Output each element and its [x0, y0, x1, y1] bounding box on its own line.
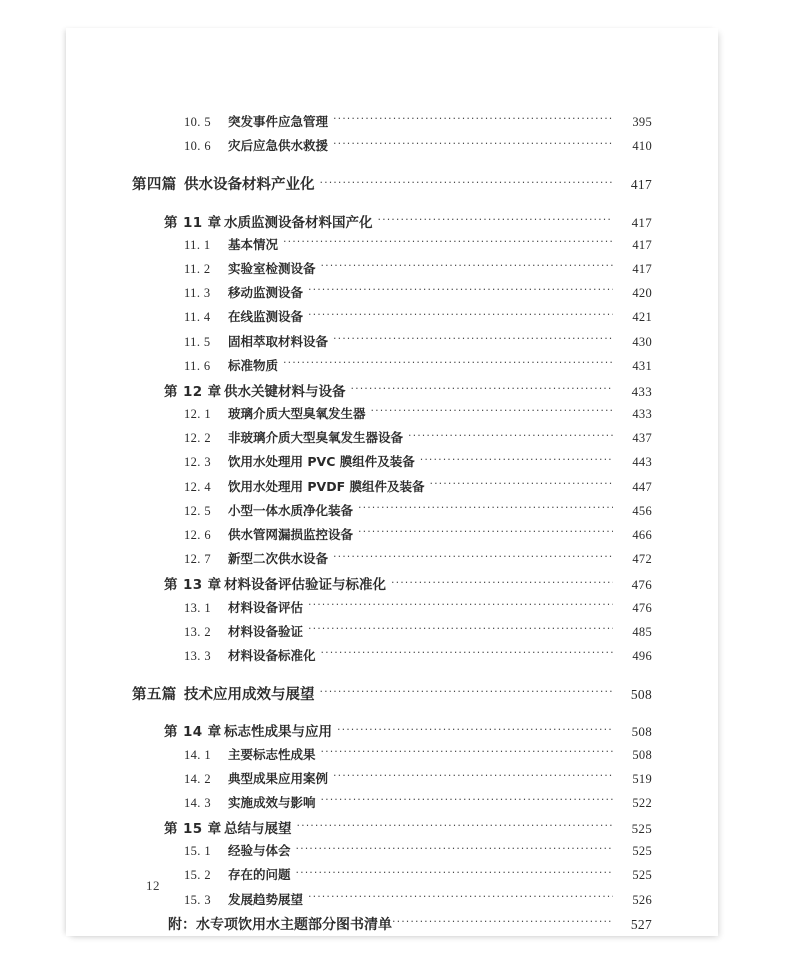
- toc-entry-section[interactable]: [132, 404, 652, 428]
- toc-entry-title: 非玻璃介质大型臭氧发生器设备: [228, 430, 404, 446]
- toc-entry-number: 14. 2: [184, 771, 211, 786]
- toc-entry-section[interactable]: [132, 452, 652, 476]
- toc-leader-dots: [358, 502, 613, 515]
- toc-entry-page-number: 395: [632, 115, 652, 129]
- toc-entry-number: 第 14 章: [164, 724, 222, 741]
- toc-entry-number: 10. 6: [184, 139, 211, 154]
- toc-entry-page-number: 410: [632, 139, 652, 154]
- toc-entry-page-number: 476: [632, 600, 652, 615]
- toc-entry-number: 11. 1: [184, 237, 211, 252]
- page-folio-number: 12: [146, 878, 160, 893]
- toc-entry-section[interactable]: [132, 501, 652, 525]
- toc-entry-section[interactable]: [132, 428, 652, 452]
- toc-entry-number: 第 13 章: [164, 577, 222, 594]
- toc-entry-page-number: 443: [632, 455, 652, 470]
- toc-leader-dots: [333, 114, 613, 127]
- toc-leader-dots: [371, 406, 613, 419]
- toc-entry-title: 技术应用成效与展望: [184, 687, 315, 704]
- toc-entry-number: 14. 3: [184, 795, 211, 810]
- toc-entry-chapter[interactable]: [132, 817, 652, 841]
- toc-entry-page-number: 522: [632, 795, 652, 810]
- toc-entry-number: 12. 3: [184, 455, 211, 470]
- toc-entry-section[interactable]: [132, 793, 652, 817]
- toc-leader-dots: [408, 430, 613, 443]
- toc-entry-chapter[interactable]: [132, 380, 652, 404]
- toc-entry-section[interactable]: [132, 259, 652, 283]
- toc-leader-dots: [321, 794, 613, 807]
- toc-entry-title: 供水关键材料与设备: [224, 383, 346, 400]
- toc-leader-dots: [333, 333, 613, 346]
- toc-entry-number: 第五篇: [132, 687, 177, 704]
- toc-entry-page-number: 417: [631, 214, 652, 230]
- toc-entry-title: 移动监测设备: [228, 285, 304, 301]
- toc-entry-number: 11. 3: [184, 286, 211, 301]
- toc-entry-section[interactable]: [132, 769, 652, 793]
- toc-entry-title: 基本情况: [228, 236, 279, 252]
- toc-leader-dots: [283, 357, 613, 370]
- toc-entry-page-number: 466: [632, 528, 652, 542]
- toc-leader-dots: [308, 309, 613, 322]
- toc-entry-title: 存在的问题: [228, 867, 291, 883]
- toc-leader-dots: [321, 647, 613, 660]
- toc-entry-page-number: 525: [632, 844, 652, 859]
- toc-entry-page-number: 433: [631, 383, 652, 399]
- toc-leader-dots: [308, 891, 613, 904]
- toc-entry-title: 材料设备评估: [228, 599, 304, 615]
- toc-entry-number: 12. 1: [184, 407, 211, 422]
- toc-entry-title: 标准物质: [228, 357, 279, 373]
- toc-entry-section[interactable]: [132, 283, 652, 307]
- toc-entry-title: 材料设备评估验证与标准化: [224, 577, 386, 594]
- toc-leader-dots: [351, 382, 614, 396]
- toc-entry-section[interactable]: [132, 477, 652, 501]
- toc-entry-page-number: 430: [632, 334, 652, 349]
- toc-entry-appendix[interactable]: [132, 914, 652, 938]
- toc-entry-page-number: 508: [632, 747, 652, 762]
- toc-entry-page-number: 525: [632, 868, 652, 883]
- toc-leader-dots: [429, 478, 613, 491]
- toc-entry-title: 在线监测设备: [228, 309, 304, 325]
- toc-entry-number: 13. 2: [184, 624, 211, 639]
- toc-entry-section[interactable]: [132, 525, 652, 549]
- toc-entry-section[interactable]: [132, 598, 652, 622]
- toc-entry-section[interactable]: [132, 865, 652, 889]
- toc-entry-number: 第 12 章: [164, 383, 222, 400]
- toc-entry-page-number: 421: [632, 310, 652, 325]
- toc-entry-page-number: 525: [631, 821, 652, 837]
- toc-leader-dots: [283, 236, 613, 249]
- toc-entry-number: 第 15 章: [164, 821, 222, 838]
- toc-leader-dots: [297, 820, 614, 834]
- toc-entry-page-number: 431: [632, 358, 652, 373]
- toc-entry-title: 固相萃取材料设备: [228, 333, 329, 349]
- toc-entry-title: 材料设备标准化: [228, 647, 316, 663]
- toc-leader-dots: [420, 454, 613, 467]
- toc-entry-page-number: 417: [630, 177, 652, 193]
- toc-leader-dots: [320, 175, 614, 190]
- toc-entry-page-number: 508: [630, 687, 652, 703]
- toc-entry-page-number: 433: [632, 407, 652, 422]
- toc-entry-number: 13. 1: [184, 600, 211, 615]
- toc-leader-dots: [321, 746, 613, 759]
- toc-entry-title: 附：水专项饮用水主题部分图书清单: [168, 916, 392, 933]
- toc-entry-title: 主要标志性成果: [228, 746, 316, 762]
- toc-entry-title: 水质监测设备材料国产化: [224, 214, 373, 231]
- toc-entry-page-number: 508: [631, 724, 652, 740]
- toc-entry-page-number: 437: [632, 431, 652, 446]
- toc-leader-dots: [358, 527, 613, 540]
- toc-entry-number: 11. 4: [184, 310, 211, 325]
- toc-entry-page-number: 417: [632, 237, 652, 252]
- toc-entry-title: 供水设备材料产业化: [184, 177, 315, 194]
- book-page-sheet: [66, 28, 718, 936]
- toc-entry-title: 实验室检测设备: [228, 260, 316, 276]
- toc-entry-number: 13. 3: [184, 648, 211, 663]
- toc-leader-dots: [296, 867, 613, 880]
- toc-entry-number: 第四篇: [132, 177, 177, 194]
- toc-entry-title: 发展趋势展望: [228, 891, 304, 907]
- toc-entry-page-number: 417: [632, 261, 652, 276]
- toc-entry-section[interactable]: [132, 356, 652, 380]
- toc-leader-dots: [308, 285, 613, 298]
- toc-entry-title: 材料设备验证: [228, 623, 304, 639]
- toc-entry-number: 11. 6: [184, 358, 211, 373]
- toc-entry-title: 新型二次供水设备: [228, 551, 329, 567]
- toc-leader-dots: [337, 723, 613, 737]
- toc-leader-dots: [391, 576, 613, 590]
- toc-entry-section[interactable]: [132, 549, 652, 573]
- toc-entry-section[interactable]: [132, 112, 652, 136]
- toc-entry-page-number: 420: [632, 286, 652, 301]
- toc-entry-title: 典型成果应用案例: [228, 770, 329, 786]
- toc-entry-number: 12. 4: [184, 479, 211, 494]
- toc-entry-section[interactable]: [132, 646, 652, 670]
- toc-entry-page-number: 476: [631, 577, 652, 593]
- toc-entry-title: 供水管网漏损监控设备: [228, 527, 354, 542]
- toc-entry-page-number: 485: [632, 624, 652, 639]
- toc-entry-number: 12. 5: [184, 503, 211, 518]
- toc-entry-title: 小型一体水质净化装备: [228, 502, 354, 518]
- toc-entry-number: 15. 1: [184, 844, 211, 859]
- toc-entry-chapter[interactable]: [132, 573, 652, 597]
- toc-leader-dots: [320, 685, 614, 700]
- toc-entry-section[interactable]: [132, 332, 652, 356]
- toc-entry-title: 标志性成果与应用: [224, 724, 332, 741]
- toc-entry-section[interactable]: [132, 745, 652, 769]
- toc-entry-section[interactable]: [132, 235, 652, 259]
- toc-entry-title: 饮用水处理用 PVC 膜组件及装备: [228, 454, 415, 470]
- toc-entry-number: 11. 2: [184, 261, 211, 276]
- table-of-contents: [66, 28, 718, 938]
- toc-leader-dots: [308, 623, 613, 636]
- toc-leader-dots: [333, 770, 613, 783]
- toc-entry-section[interactable]: [132, 841, 652, 865]
- toc-entry-part[interactable]: [132, 173, 652, 197]
- toc-leader-dots: [296, 843, 613, 856]
- toc-entry-title: 灾后应急供水救援: [228, 138, 329, 154]
- toc-entry-page-number: 456: [632, 503, 652, 518]
- toc-entry-number: 15. 3: [184, 892, 211, 907]
- toc-entry-title: 玻璃介质大型臭氧发生器: [228, 406, 366, 422]
- toc-leader-dots: [333, 551, 613, 564]
- toc-entry-title: 总结与展望: [224, 821, 292, 838]
- toc-entry-page-number: 472: [632, 552, 652, 567]
- toc-entry-number: 12. 6: [184, 528, 211, 542]
- toc-entry-title: 饮用水处理用 PVDF 膜组件及装备: [228, 478, 425, 494]
- toc-entry-number: 15. 2: [184, 868, 211, 883]
- toc-entry-number: 12. 7: [184, 552, 211, 567]
- toc-leader-dots: [321, 260, 613, 273]
- toc-entry-page-number: 519: [632, 771, 652, 786]
- toc-entry-number: 10. 5: [184, 115, 211, 129]
- toc-entry-part[interactable]: [132, 683, 652, 707]
- toc-entry-page-number: 447: [632, 479, 652, 494]
- toc-entry-number: 第 11 章: [164, 214, 222, 231]
- toc-entry-section[interactable]: [132, 890, 652, 914]
- toc-entry-title: 实施成效与影响: [228, 794, 316, 810]
- toc-leader-dots: [308, 599, 613, 612]
- toc-leader-dots: [392, 915, 613, 929]
- toc-entry-chapter[interactable]: [132, 211, 652, 235]
- toc-leader-dots: [333, 138, 613, 151]
- toc-entry-page-number: 527: [630, 916, 652, 932]
- toc-entry-section[interactable]: [132, 307, 652, 331]
- toc-entry-section[interactable]: [132, 622, 652, 646]
- toc-entry-title: 经验与体会: [228, 843, 291, 859]
- toc-leader-dots: [378, 213, 614, 227]
- toc-entry-number: 11. 5: [184, 334, 211, 349]
- toc-entry-title: 突发事件应急管理: [228, 114, 329, 129]
- toc-entry-page-number: 496: [632, 648, 652, 663]
- toc-entry-number: 12. 2: [184, 431, 211, 446]
- toc-entry-page-number: 526: [632, 892, 652, 907]
- toc-entry-chapter[interactable]: [132, 720, 652, 744]
- toc-entry-section[interactable]: [132, 136, 652, 160]
- toc-entry-number: 14. 1: [184, 747, 211, 762]
